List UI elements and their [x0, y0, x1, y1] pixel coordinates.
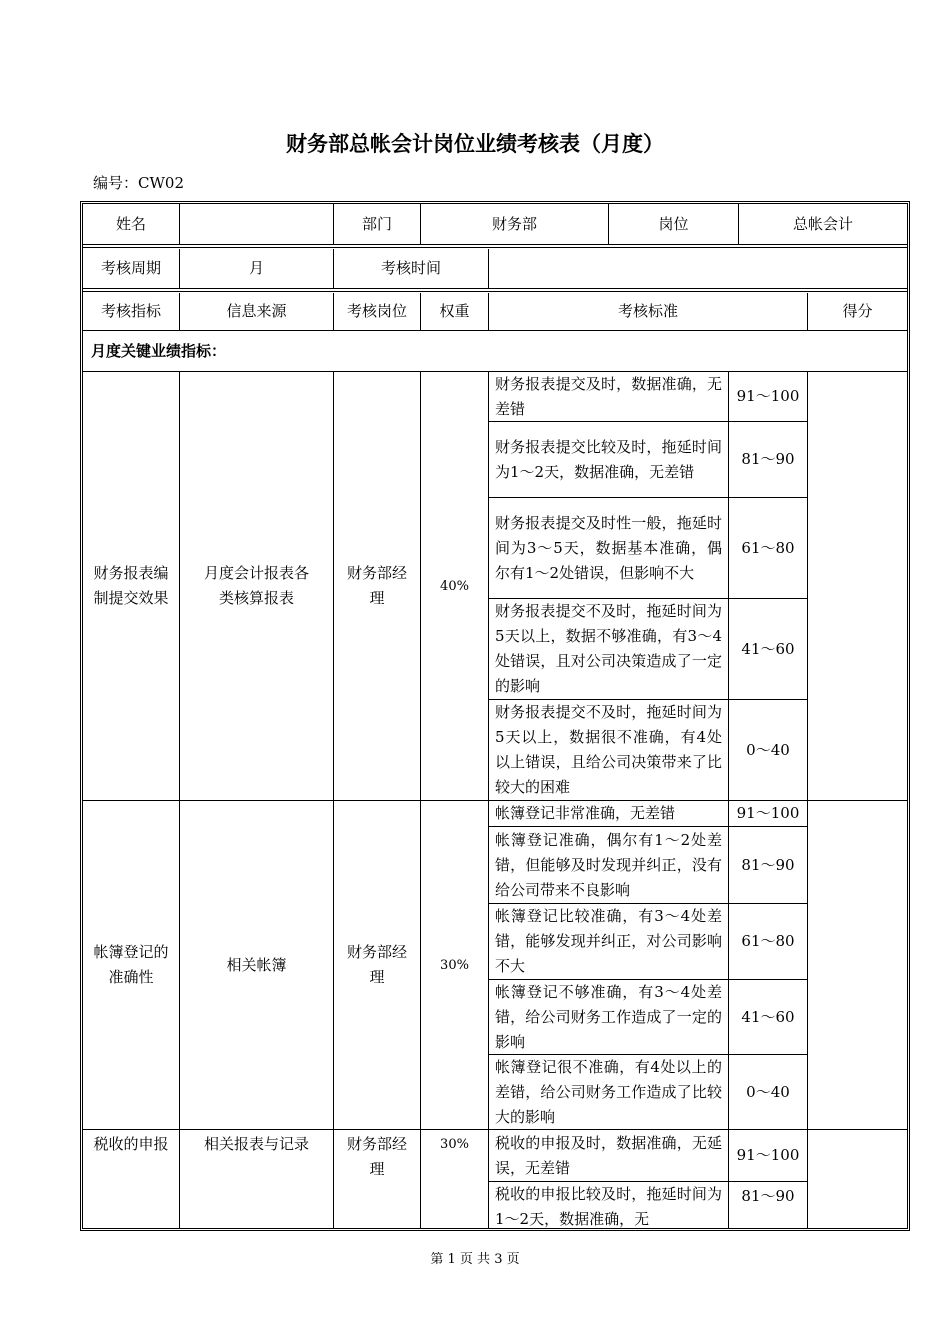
standard-text: 帐簿登记很不准确，有4处以上的差错，给公司财务工作造成了比较大的影响: [489, 1055, 729, 1130]
source-cell: 月度会计报表各类核算报表: [180, 372, 334, 801]
col-source: 信息来源: [180, 293, 334, 331]
indicator-cell: 财务报表编制提交效果: [83, 372, 180, 801]
section-title: 月度关键业绩指标：: [83, 331, 907, 372]
cycle-value: 月: [180, 249, 334, 289]
score-input[interactable]: [808, 1130, 907, 1228]
weight-cell: 30%: [421, 801, 489, 1130]
score-input[interactable]: [808, 372, 907, 801]
score-range: 81～90: [729, 827, 808, 904]
standard-text: 税收的申报及时，数据准确，无延误，无差错: [489, 1130, 729, 1182]
standard-text: 财务报表提交及时，数据准确，无差错: [489, 372, 729, 422]
score-range: 91～100: [729, 372, 808, 422]
post-cell: 财务部经理: [334, 801, 421, 1130]
page-footer: 第 1 页 共 3 页: [430, 1252, 520, 1267]
standard-text: 帐簿登记非常准确，无差错: [489, 801, 729, 827]
score-range: 81～90: [729, 1182, 808, 1228]
score-range: 41～60: [729, 980, 808, 1055]
standard-text: 财务报表提交及时性一般，拖延时间为3～5天，数据基本准确，偶尔有1～2处错误，但影响不大: [489, 498, 729, 599]
score-range: 0～40: [729, 1055, 808, 1130]
standard-text: 财务报表提交比较及时，拖延时间为1～2天，数据准确，无差错: [489, 422, 729, 498]
post-cell: 财务部经理: [334, 1130, 421, 1228]
name-label: 姓名: [83, 204, 180, 245]
col-score: 得分: [808, 293, 907, 331]
indicator-cell: 税收的申报: [83, 1130, 180, 1228]
indicator-cell: 帐簿登记的准确性: [83, 801, 180, 1130]
double-rule: [83, 291, 907, 292]
double-rule: [83, 247, 907, 248]
col-standard: 考核标准: [489, 293, 808, 331]
col-assess-post: 考核岗位: [334, 293, 421, 331]
standard-text: 财务报表提交不及时，拖延时间为5天以上，数据很不准确，有4处以上错误，且给公司决策带来了比较大的困难: [489, 700, 729, 801]
score-range: 91～100: [729, 1130, 808, 1182]
dept-label: 部门: [334, 204, 421, 245]
weight-cell: 30%: [421, 1130, 489, 1228]
dept-value: 财务部: [421, 204, 609, 245]
time-label: 考核时间: [334, 249, 489, 289]
source-cell: 相关帐簿: [180, 801, 334, 1130]
col-indicator: 考核指标: [83, 293, 180, 331]
post-value: 总帐会计: [739, 204, 907, 245]
score-input[interactable]: [808, 801, 907, 1130]
score-range: 61～80: [729, 904, 808, 980]
score-range: 61～80: [729, 498, 808, 599]
post-label: 岗位: [609, 204, 739, 245]
standard-text: 帐簿登记准确，偶尔有1～2处差错，但能够及时发现并纠正，没有给公司带来不良影响: [489, 827, 729, 904]
standard-text: 税收的申报比较及时，拖延时间为1～2天，数据准确，无: [489, 1182, 729, 1228]
page-title: 财务部总帐会计岗位业绩考核表（月度）: [286, 132, 664, 156]
cycle-label: 考核周期: [83, 249, 180, 289]
score-range: 91～100: [729, 801, 808, 827]
score-range: 0～40: [729, 700, 808, 801]
name-value[interactable]: [180, 204, 334, 245]
standard-text: 财务报表提交不及时，拖延时间为5天以上，数据不够准确，有3～4处错误，且对公司决策造成了一定的影响: [489, 599, 729, 700]
assessment-table: [80, 201, 910, 1231]
score-range: 81～90: [729, 422, 808, 498]
weight-cell: 40%: [421, 372, 489, 801]
score-range: 41～60: [729, 599, 808, 700]
time-value[interactable]: [489, 249, 907, 289]
standard-text: 帐簿登记不够准确，有3～4处差错，给公司财务工作造成了一定的影响: [489, 980, 729, 1055]
source-cell: 相关报表与记录: [180, 1130, 334, 1228]
col-weight: 权重: [421, 293, 489, 331]
standard-text: 帐簿登记比较准确，有3～4处差错，能够发现并纠正，对公司影响不大: [489, 904, 729, 980]
form-code: 编号：CW02: [93, 174, 184, 192]
post-cell: 财务部经理: [334, 372, 421, 801]
